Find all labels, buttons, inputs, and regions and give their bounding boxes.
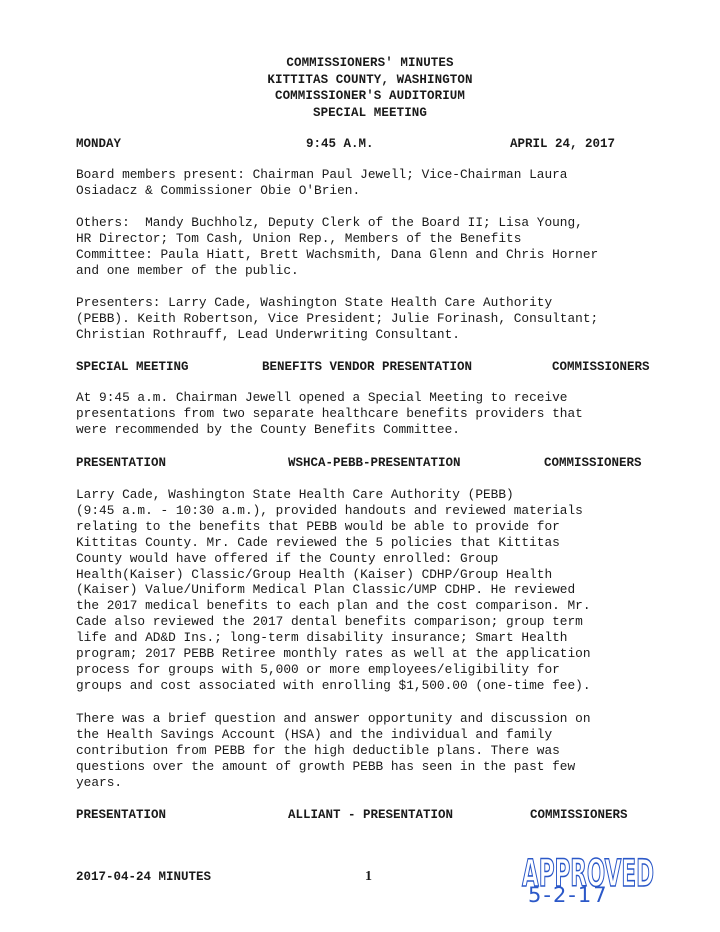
text-line: questions over the amount of growth PEBB has seen in the past few <box>76 758 576 774</box>
section-right-label: COMMISSIONERS <box>544 456 642 470</box>
meeting-info-bar <box>76 137 666 153</box>
text-line: (PEBB). Keith Robertson, Vice President; Julie Forinash, Consultant; <box>76 310 599 326</box>
meeting-date: APRIL 24, 2017 <box>510 137 616 151</box>
text-line: Cade also reviewed the 2017 dental benefits comparison; group term <box>76 614 583 630</box>
document-header <box>0 55 720 121</box>
text-line: Others: Mandy Buchholz, Deputy Clerk of the Board II; Lisa Young, <box>76 215 583 230</box>
text-line: Kittitas County. Mr. Cade reviewed the 5 policies that Kittitas <box>76 534 560 550</box>
header-meeting-type: SPECIAL MEETING <box>312 105 428 120</box>
text-line: the Health Savings Account (HSA) and the individual and family <box>76 726 553 742</box>
text-line: County would have offered if the County enrolled: Group <box>76 550 499 566</box>
section-heading-special-meeting <box>76 360 666 376</box>
text-line: Osiadacz & Commissioner Obie O'Brien. <box>76 182 361 198</box>
section-topic: BENEFITS VENDOR PRESENTATION <box>262 360 473 374</box>
section-right-label: COMMISSIONERS <box>552 360 650 374</box>
special-meeting-paragraph <box>76 390 676 438</box>
text-line: Health(Kaiser) Classic/Group Health (Kaiser) CDHP/Group Health <box>76 566 553 582</box>
approved-stamp-text: APPROVED <box>522 852 654 895</box>
text-line: were recommended by the County Benefits Committee. <box>76 421 460 437</box>
text-line: Presenters: Larry Cade, Washington State Health Care Authority <box>76 295 553 310</box>
text-line: Board members present: Chairman Paul Jewell; Vice-Chairman Laura <box>76 167 568 182</box>
section-heading-pebb-presentation <box>76 456 666 472</box>
text-line: life and AD&D Ins.; long-term disability insurance; Smart Health <box>76 630 568 646</box>
text-line: and one member of the public. <box>76 262 299 278</box>
text-line: There was a brief question and answer opportunity and discussion on <box>76 711 591 726</box>
text-line: Christian Rothrauff, Lead Underwriting Consultant. <box>76 326 460 342</box>
text-line: HR Director; Tom Cash, Union Rep., Members of the Benefits <box>76 230 522 246</box>
section-topic: WSHCA-PEBB-PRESENTATION <box>288 456 461 470</box>
section-left-label: SPECIAL MEETING <box>76 360 189 374</box>
text-line: years. <box>76 774 123 790</box>
footer-document-id: 2017-04-24 MINUTES <box>76 870 212 884</box>
others-paragraph <box>76 215 676 279</box>
text-line: (9:45 a.m. - 10:30 a.m.), provided handouts and reviewed materials <box>76 502 583 518</box>
section-left-label: PRESENTATION <box>76 456 167 470</box>
header-location: COMMISSIONER'S AUDITORIUM <box>274 89 466 103</box>
section-topic: ALLIANT - PRESENTATION <box>288 808 454 822</box>
text-line: relating to the benefits that PEBB would be able to provide for <box>76 518 560 534</box>
text-line: process for groups with 5,000 or more employees/eligibility for <box>76 661 560 677</box>
text-line: program; 2017 PEBB Retiree monthly rates as well at the application <box>76 646 591 662</box>
header-title: COMMISSIONERS' MINUTES <box>286 56 454 70</box>
section-right-label: COMMISSIONERS <box>530 808 628 822</box>
pebb-presentation-paragraph <box>76 487 676 694</box>
approval-handwritten-date: 5-2-17 <box>528 883 609 907</box>
qa-discussion-paragraph <box>76 711 676 791</box>
text-line: presentations from two separate healthcare benefits providers that <box>76 405 583 421</box>
text-line: (Kaiser) Value/Uniform Medical Plan Classic/UMP CDHP. He reviewed <box>76 582 576 598</box>
footer-page-number: 1 <box>365 869 372 884</box>
section-heading-alliant-presentation <box>76 808 666 824</box>
text-line: the 2017 medical benefits to each plan and the cost comparison. Mr. <box>76 598 591 614</box>
meeting-time: 9:45 A.M. <box>306 137 374 151</box>
board-members-paragraph <box>76 167 676 199</box>
text-line: At 9:45 a.m. Chairman Jewell opened a Special Meeting to receive <box>76 390 568 405</box>
meeting-day: MONDAY <box>76 137 122 151</box>
text-line: Larry Cade, Washington State Health Care Authority (PEBB) <box>76 487 514 502</box>
presenters-paragraph <box>76 295 676 343</box>
text-line: Committee: Paula Hiatt, Brett Wachsmith, Dana Glenn and Chris Horner <box>76 246 599 262</box>
text-line: contribution from PEBB for the high deductible plans. There was <box>76 742 560 758</box>
header-county: KITTITAS COUNTY, WASHINGTON <box>267 72 473 87</box>
section-left-label: PRESENTATION <box>76 808 167 822</box>
text-line: groups and cost associated with enrolling $1,500.00 (one-time fee). <box>76 677 591 693</box>
